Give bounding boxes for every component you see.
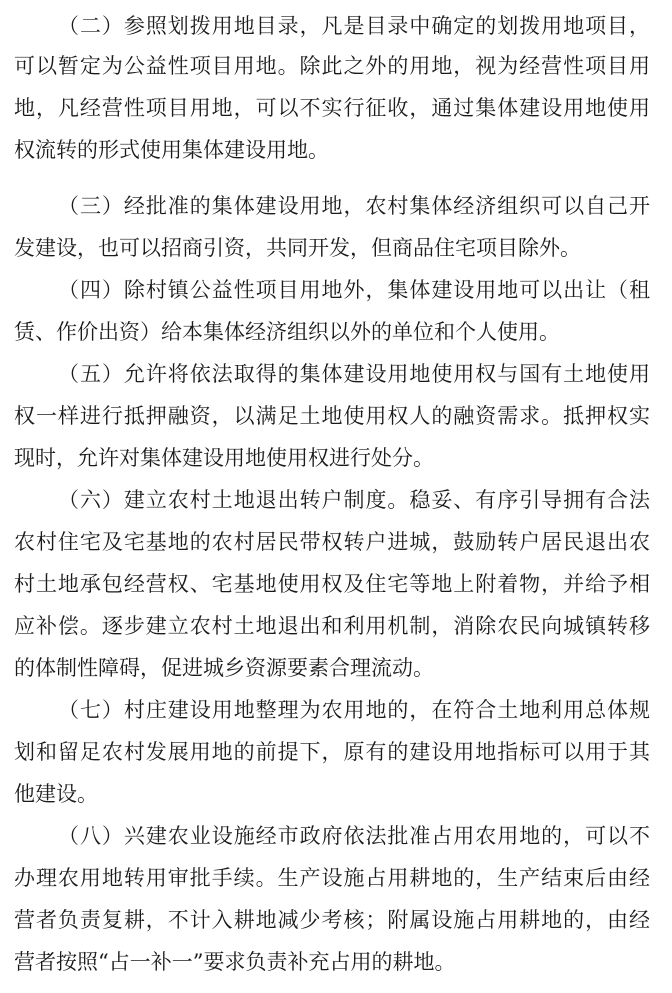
paragraph-8-line-2: 办理农用地转用审批手续。生产设施占用耕地的，生产结束后由经 [14,866,650,890]
paragraph-8-line-4: 营者按照“占一补一”要求负责补充占用的耕地。 [14,950,456,974]
paragraph-4-line-2: 赁、作价出资）给本集体经济组织以外的单位和个人使用。 [14,320,560,344]
paragraph-6-line-3: 村土地承包经营权、宅基地使用权及住宅等地上附着物，并给予相 [14,572,650,596]
paragraph-2-line-2: 可以暂定为公益性项目用地。除此之外的用地，视为经营性项目用 [14,54,650,78]
paragraph-6-line-2: 农村住宅及宅基地的农村居民带权转户进城，鼓励转户居民退出农 [14,530,650,554]
paragraph-7-line-3: 他建设。 [14,782,98,806]
paragraph-2-line-1: （二）参照划拨用地目录，凡是目录中确定的划拨用地项目， [58,14,650,38]
paragraph-6-line-4: 应补偿。逐步建立农村土地退出和利用机制，消除农民向城镇转移 [14,614,650,638]
paragraph-6-line-1: （六）建立农村土地退出转户制度。稳妥、有序引导拥有合法 [58,488,650,512]
paragraph-2-line-3: 地，凡经营性项目用地，可以不实行征收，通过集体建设用地使用 [14,96,650,120]
paragraph-2-line-4: 权流转的形式使用集体建设用地。 [14,138,329,162]
paragraph-3-line-2: 发建设，也可以招商引资，共同开发，但商品住宅项目除外。 [14,236,581,260]
paragraph-8-line-3: 营者负责复耕，不计入耕地减少考核；附属设施占用耕地的，由经 [14,908,650,932]
paragraph-7-line-1: （七）村庄建设用地整理为农用地的，在符合土地利用总体规 [58,698,650,722]
paragraph-8-line-1: （八）兴建农业设施经市政府依法批准占用农用地的，可以不 [58,824,650,848]
paragraph-3-line-1: （三）经批准的集体建设用地，农村集体经济组织可以自己开 [58,194,650,218]
paragraph-6-line-5: 的体制性障碍，促进城乡资源要素合理流动。 [14,656,434,680]
paragraph-5-line-3: 现时，允许对集体建设用地使用权进行处分。 [14,446,434,470]
paragraph-5-line-2: 权一样进行抵押融资，以满足土地使用权人的融资需求。抵押权实 [14,404,650,428]
paragraph-7-line-2: 划和留足农村发展用地的前提下，原有的建设用地指标可以用于其 [14,740,650,764]
paragraph-5-line-1: （五）允许将依法取得的集体建设用地使用权与国有土地使用 [58,362,650,386]
paragraph-4-line-1: （四）除村镇公益性项目用地外，集体建设用地可以出让（租 [58,278,650,302]
